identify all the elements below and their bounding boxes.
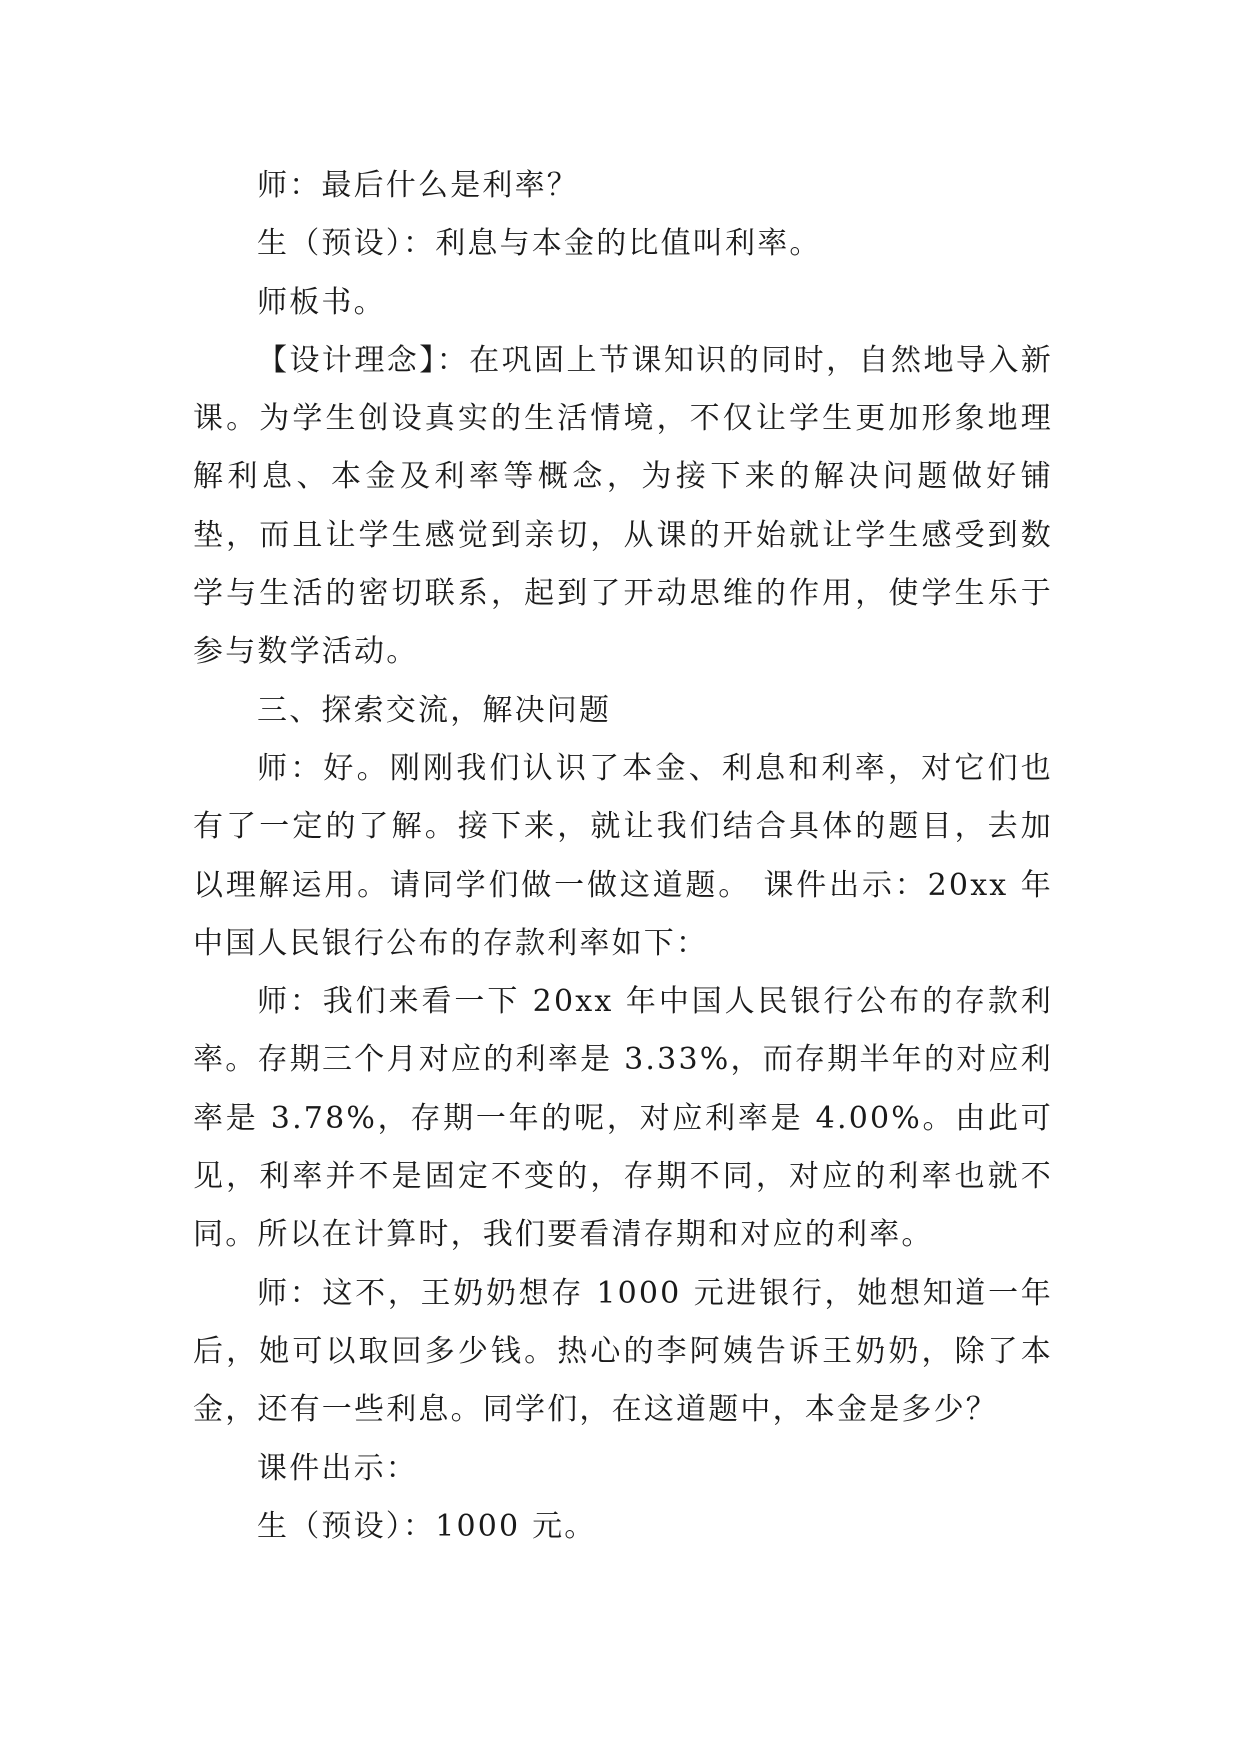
paragraph-courseware-show: 课件出示： <box>257 1450 418 1486</box>
document-body <box>193 157 1053 1556</box>
paragraph-student-answer: 生（预设）：利息与本金的比值叫利率。 <box>257 226 822 262</box>
paragraph-teacher-question: 师：最后什么是利率？ <box>257 168 579 203</box>
paragraph-teacher-rates: 师：我们来看一下 20xx 年中国人民银行公布的存款利率。存期三个月对应的利率是 3.33%，而存期半年的对应利率是 3.78%，存期一年的呢，对应利率是 4.00%。由此可见，利率并不是固定不变的，存期不同，对应的利率也就不同。所以在计算时，我们要看清存期和对应的利率。 <box>193 984 1053 1253</box>
section-heading-explore: 三、探索交流，解决问题 <box>257 692 612 728</box>
paragraph-design-concept: 【设计理念】：在巩固上节课知识的同时，自然地导入新课。为学生创设真实的生活情境，不仅让学生更加形象地理解利息、本金及利率等概念，为接下来的解决问题做好铺垫，而且让学生感觉到亲切，从课的开始就让学生感受到数学与生活的密切联系，起到了开动思维的作用，使学生乐于参与数学活动。 <box>193 342 1053 670</box>
paragraph-board-writing: 师板书。 <box>257 284 386 320</box>
paragraph-teacher-intro-problem: 师：好。刚刚我们认识了本金、利息和利率，对它们也有了一定的了解。接下来，就让我们结合具体的题目，去加以理解运用。请同学们做一做这道题。 课件出示：20xx 年中国人民银行公布的存款利率如下： <box>193 750 1053 961</box>
paragraph-student-principal: 生（预设）：1000 元。 <box>257 1508 597 1544</box>
paragraph-teacher-example: 师：这不，王奶奶想存 1000 元进银行，她想知道一年后，她可以取回多少钱。热心的李阿姨告诉王奶奶，除了本金，还有一些利息。同学们，在这道题中，本金是多少？ <box>193 1275 1053 1428</box>
